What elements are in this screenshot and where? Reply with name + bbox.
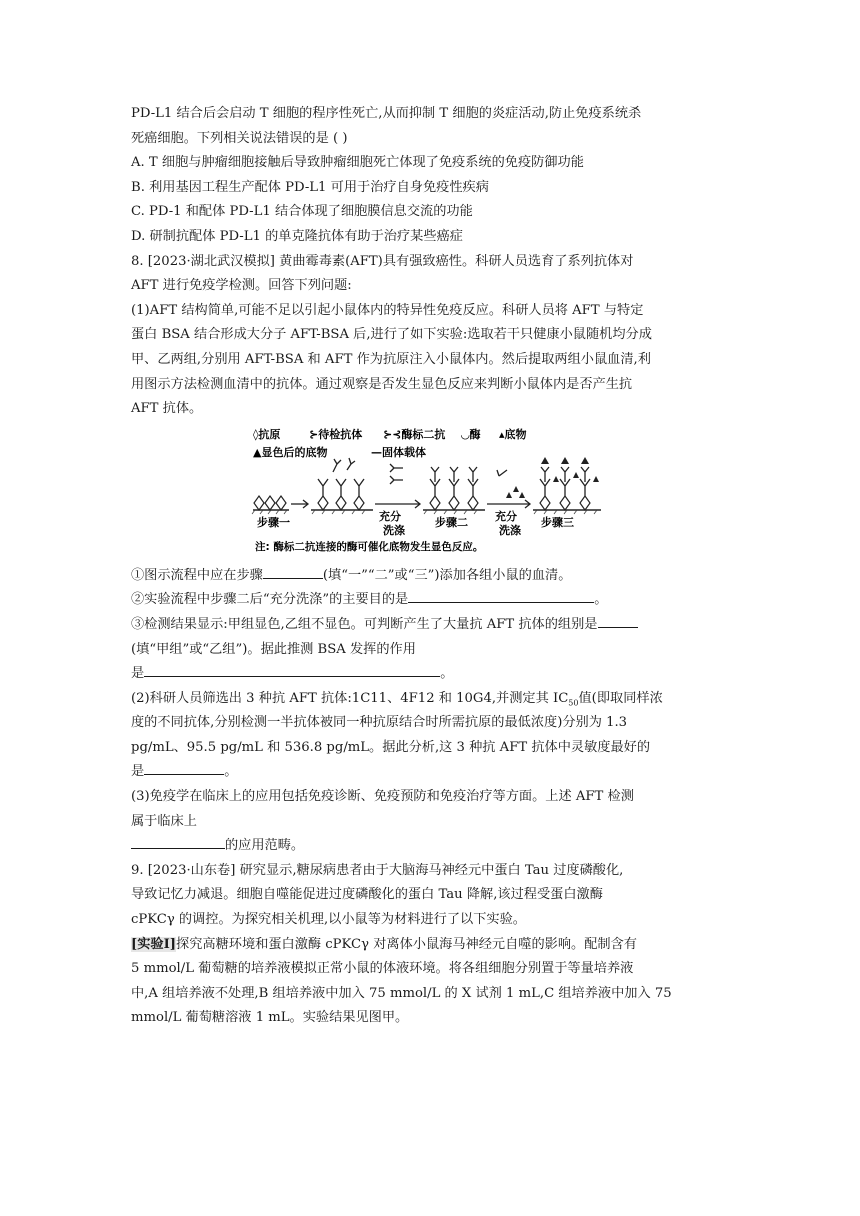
step-1-label: 步骤一 [257, 515, 290, 529]
answer-blank[interactable] [408, 588, 594, 603]
text-line: (1)AFT 结构简单,可能不足以引起小鼠体内的特异性免疫反应。科研人员将 AFT 与特定 [131, 302, 644, 318]
legend-enzyme: ◡酶 [461, 427, 481, 441]
text-line: 用图示方法检测血清中的抗体。通过观察是否发生显色反应来判断小鼠体内是否产生抗 [131, 376, 633, 392]
q1-part-c: ③检测结果显示:甲组显色,乙组不显色。可判断产生了大量抗 AFT 抗体的组别是 [131, 613, 731, 638]
question-9-title: 9. [2023·山东卷] 研究显示,糖尿病患者由于大脑海马神经元中蛋白 Tau 过度磷酸化, [131, 862, 624, 878]
wash-label-2b: 洗涤 [499, 523, 521, 537]
diagram-note: 注: 酶标二抗连接的酶可催化底物发生显色反应。 [255, 540, 484, 553]
q3-answer: 的应用范畴。 [131, 834, 731, 859]
answer-blank[interactable] [144, 760, 224, 775]
text-line: AFT 进行免疫学检测。回答下列问题: [131, 278, 352, 294]
legend-substrate: ▴底物 [499, 427, 527, 441]
option-a: A. T 细胞与肿瘤细胞接触后导致肿瘤细胞死亡体现了免疫系统的免疫防御功能 [131, 155, 584, 171]
q2-answer: 是 。 [131, 760, 731, 785]
legend-colored-substrate: ▲显色后的底物 [253, 445, 328, 459]
document-page [131, 102, 731, 1031]
text-line: 蛋白 BSA 结合形成大分子 AFT-BSA 后,进行了如下实验:选取若干只健康小鼠随机均分成 [131, 327, 652, 343]
question-8-title: 8. [2023·湖北武汉模拟] 黄曲霉毒素(AFT)具有强致癌性。科研人员选育了系列抗体对 [131, 253, 634, 269]
text-line: 死癌细胞。下列相关说法错误的是 ( ) [131, 130, 348, 146]
q2-line-1: (2)科研人员筛选出 3 种抗 AFT 抗体:1C11、4F12 和 10G4,并测定其 $IC_{50}$值(即取同样浓 [131, 690, 663, 708]
step-2-label: 步骤二 [435, 515, 468, 529]
option-b: B. 利用基因工程生产配体 PD-L1 可用于治疗自身免疫性疾病 [131, 179, 489, 195]
text-line: mmol/L 葡萄糖溶液 1 mL。实验结果见图甲。 [131, 1010, 409, 1026]
wash-label-1a: 充分 [379, 509, 401, 523]
q1-part-c-answer: 是 。 [131, 662, 731, 687]
q1-part-b: ②实验流程中步骤二后“充分洗涤”的主要目的是 。 [131, 588, 731, 613]
text-line: pg/mL、95.5 pg/mL 和 536.8 pg/mL。据此分析,这 3 种抗 AFT 抗体中灵敏度最好的 [131, 739, 651, 755]
wash-label-2a: 充分 [495, 509, 517, 523]
option-c: C. PD-1 和配体 PD-L1 结合体现了细胞膜信息交流的功能 [131, 204, 473, 220]
text-line: 中,A 组培养液不处理,B 组培养液中加入 75 mmol/L 的 X 试剂 1 mL,C 组培养液中加入 75 [131, 985, 672, 1001]
answer-blank[interactable] [131, 834, 225, 849]
text-line: 导致记忆力减退。细胞自噬能促进过度磷酸化的蛋白 Tau 降解,该过程受蛋白激酶 [131, 887, 603, 903]
text-line: 属于临床上 [131, 813, 197, 829]
text-line: 5 mmol/L 葡萄糖的培养液模拟正常小鼠的体液环境。将各组细胞分别置于等量培养液 [131, 961, 634, 977]
legend-enzyme-secondary: ⊱⊰酶标二抗 [383, 427, 446, 441]
step-3-label: 步骤三 [541, 515, 574, 529]
text-line: 甲、乙两组,分别用 AFT-BSA 和 AFT 作为抗原注入小鼠体内。然后提取两组小鼠血清,利 [131, 351, 651, 367]
text-line: AFT 抗体。 [131, 401, 203, 417]
experiment-label: [实验Ⅰ] [131, 936, 177, 952]
text-line: PD-L1 结合后会启动 T 细胞的程序性死亡,从而抑制 T 细胞的炎症活动,防止免疫系统杀 [131, 106, 642, 121]
text-line: (3)免疫学在临床上的应用包括免疫诊断、免疫预防和免疫治疗等方面。上述 AFT 检测 [131, 789, 634, 805]
answer-blank[interactable] [263, 564, 323, 579]
answer-blank[interactable] [144, 662, 440, 677]
legend-solid-carrier: —固体载体 [371, 445, 426, 459]
wash-label-1b: 洗涤 [383, 523, 405, 537]
legend-antigen: ◊抗原 [253, 427, 281, 441]
legend-test-antibody: ⊱待检抗体 [309, 427, 363, 441]
text-line: (填“甲组”或“乙组”)。据此推测 BSA 发挥的作用 [131, 641, 416, 657]
option-d: D. 研制抗配体 PD-L1 的单克隆抗体有助于治疗某些癌症 [131, 228, 463, 244]
text-line: cPKCγ 的调控。为探究相关机理,以小鼠等为材料进行了以下实验。 [131, 912, 526, 928]
experiment-1-line: [实验Ⅰ]探究高糖环境和蛋白激酶 cPKCγ 对离体小鼠海马神经元自噬的影响。配制含有 [131, 936, 637, 952]
answer-blank[interactable] [598, 613, 638, 628]
text-line: 度的不同抗体,分别检测一半抗体被同一种抗原结合时所需抗原的最低浓度)分别为 1.3 [131, 715, 628, 731]
elisa-diagram [131, 424, 731, 558]
q1-part-a: ①图示流程中应在步骤 (填“一”“二”或“三”)添加各组小鼠的血清。 [131, 564, 731, 589]
